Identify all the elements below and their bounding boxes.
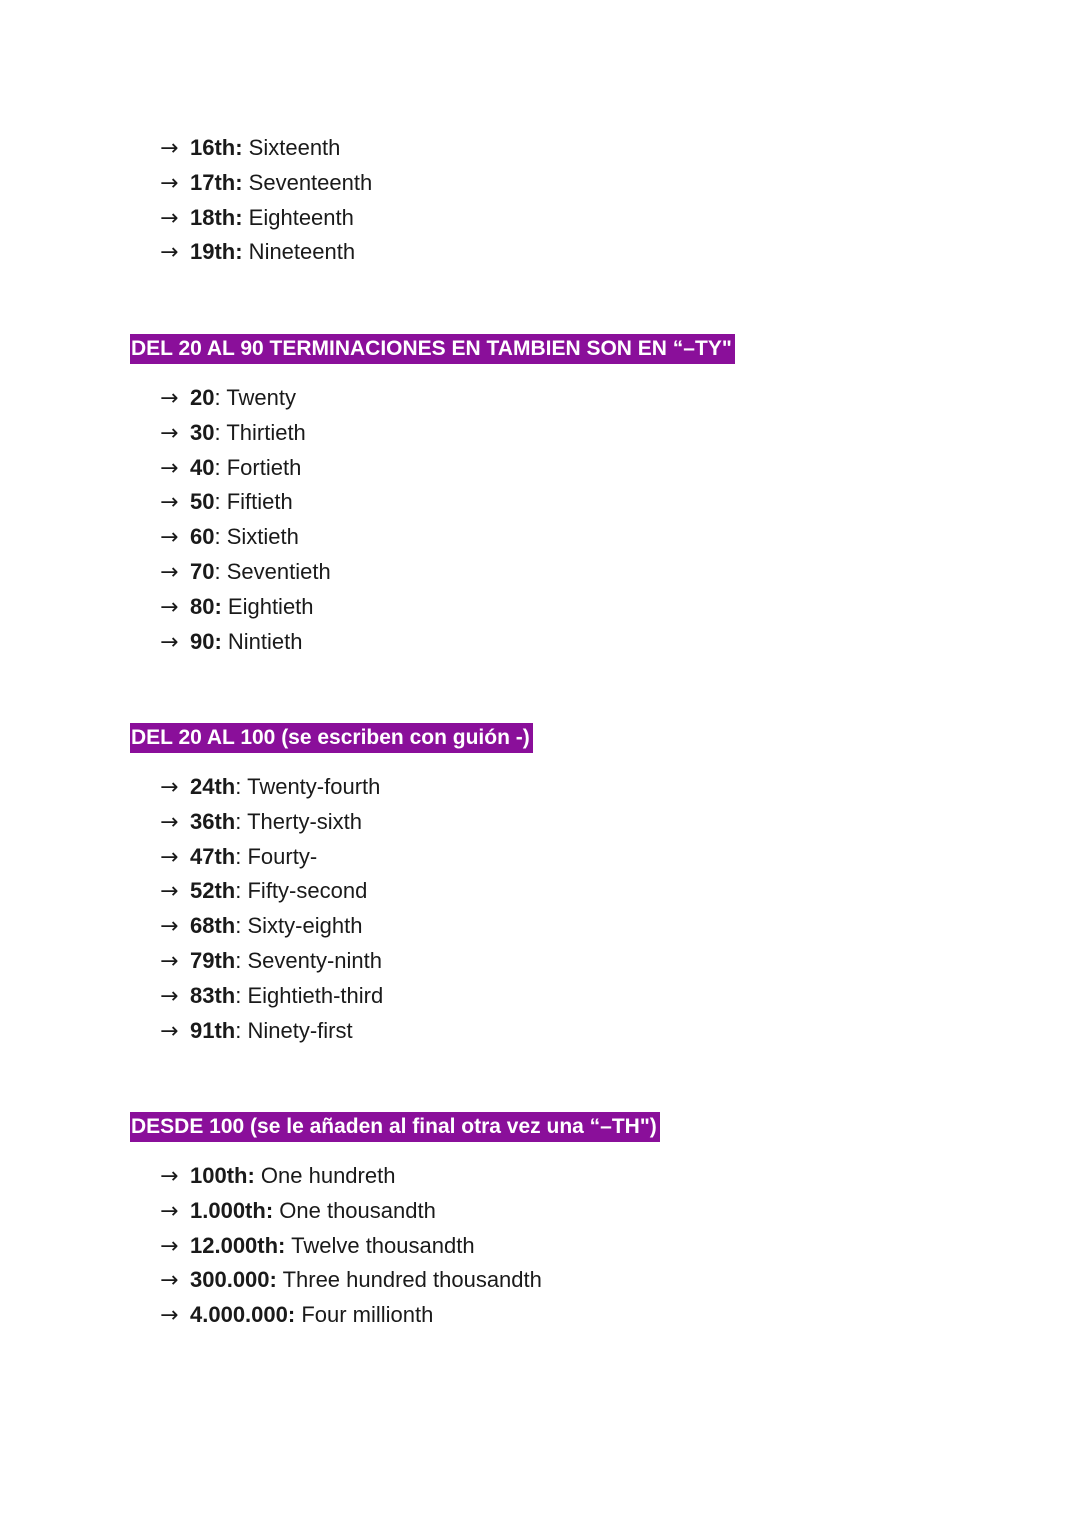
list-item: → 83th: Eightieth-third — [160, 979, 383, 1014]
list-item: → 18th: Eighteenth — [160, 201, 372, 236]
arrow-right-icon: → — [160, 1018, 179, 1044]
arrow-right-icon: → — [160, 490, 179, 516]
arrow-right-icon: → — [160, 1198, 179, 1224]
list-item: → 24th: Twenty-fourth — [160, 770, 383, 805]
section-heading-hundreds: DESDE 100 (se le añaden al final otra vez una “–TH") — [130, 1112, 660, 1142]
arrow-right-icon: → — [160, 136, 179, 161]
ordinal-list-compound — [160, 770, 383, 1048]
list-item: → 52th: Fifty-second — [160, 874, 383, 909]
arrow-right-icon: → — [160, 983, 179, 1009]
arrow-right-icon: → — [160, 1268, 179, 1294]
list-item: → 30: Thirtieth — [160, 416, 331, 451]
arrow-right-icon: → — [160, 629, 179, 655]
section-heading-compound: DEL 20 AL 100 (se escriben con guión -) — [130, 723, 533, 753]
arrow-right-icon: → — [160, 948, 179, 974]
arrow-right-icon: → — [160, 594, 179, 620]
arrow-right-icon: → — [160, 1303, 179, 1329]
list-item: → 100th: One hundreth — [160, 1159, 542, 1194]
list-item: → 47th: Fourty- — [160, 840, 383, 875]
list-item: → 12.000th: Twelve thousandth — [160, 1229, 542, 1264]
list-item: → 300.000: Three hundred thousandth — [160, 1263, 542, 1298]
arrow-right-icon: → — [160, 559, 179, 585]
list-item: → 91th: Ninety-first — [160, 1014, 383, 1049]
list-item: → 4.000.000: Four millionth — [160, 1298, 542, 1333]
section-heading-tens: DEL 20 AL 90 TERMINACIONES EN TAMBIEN SON EN “–TY" — [130, 334, 735, 364]
arrow-right-icon: → — [160, 386, 179, 411]
arrow-right-icon: → — [160, 205, 179, 231]
list-item: → 80: Eightieth — [160, 590, 331, 625]
arrow-right-icon: → — [160, 525, 179, 551]
list-item: → 16th: Sixteenth — [160, 131, 372, 166]
list-item: → 68th: Sixty-eighth — [160, 909, 383, 944]
arrow-right-icon: → — [160, 914, 179, 940]
ordinal-list-teens — [160, 131, 372, 270]
ordinal-list-tens — [160, 381, 331, 659]
arrow-right-icon: → — [160, 879, 179, 905]
list-item: → 79th: Seventy-ninth — [160, 944, 383, 979]
arrow-right-icon: → — [160, 240, 179, 266]
arrow-right-icon: → — [160, 775, 179, 800]
list-item: → 36th: Therty-sixth — [160, 805, 383, 840]
arrow-right-icon: → — [160, 420, 179, 446]
arrow-right-icon: → — [160, 1164, 179, 1189]
list-item: → 90: Nintieth — [160, 625, 331, 660]
list-item: → 1.000th: One thousandth — [160, 1194, 542, 1229]
ordinal-list-hundreds — [160, 1159, 542, 1333]
list-item: → 70: Seventieth — [160, 555, 331, 590]
list-item: → 50: Fiftieth — [160, 485, 331, 520]
list-item: → 40: Fortieth — [160, 451, 331, 486]
list-item: → 20: Twenty — [160, 381, 331, 416]
arrow-right-icon: → — [160, 844, 179, 870]
arrow-right-icon: → — [160, 1233, 179, 1259]
list-item: → 19th: Nineteenth — [160, 235, 372, 270]
arrow-right-icon: → — [160, 809, 179, 835]
arrow-right-icon: → — [160, 455, 179, 481]
arrow-right-icon: → — [160, 170, 179, 196]
list-item: → 17th: Seventeenth — [160, 166, 372, 201]
list-item: → 60: Sixtieth — [160, 520, 331, 555]
